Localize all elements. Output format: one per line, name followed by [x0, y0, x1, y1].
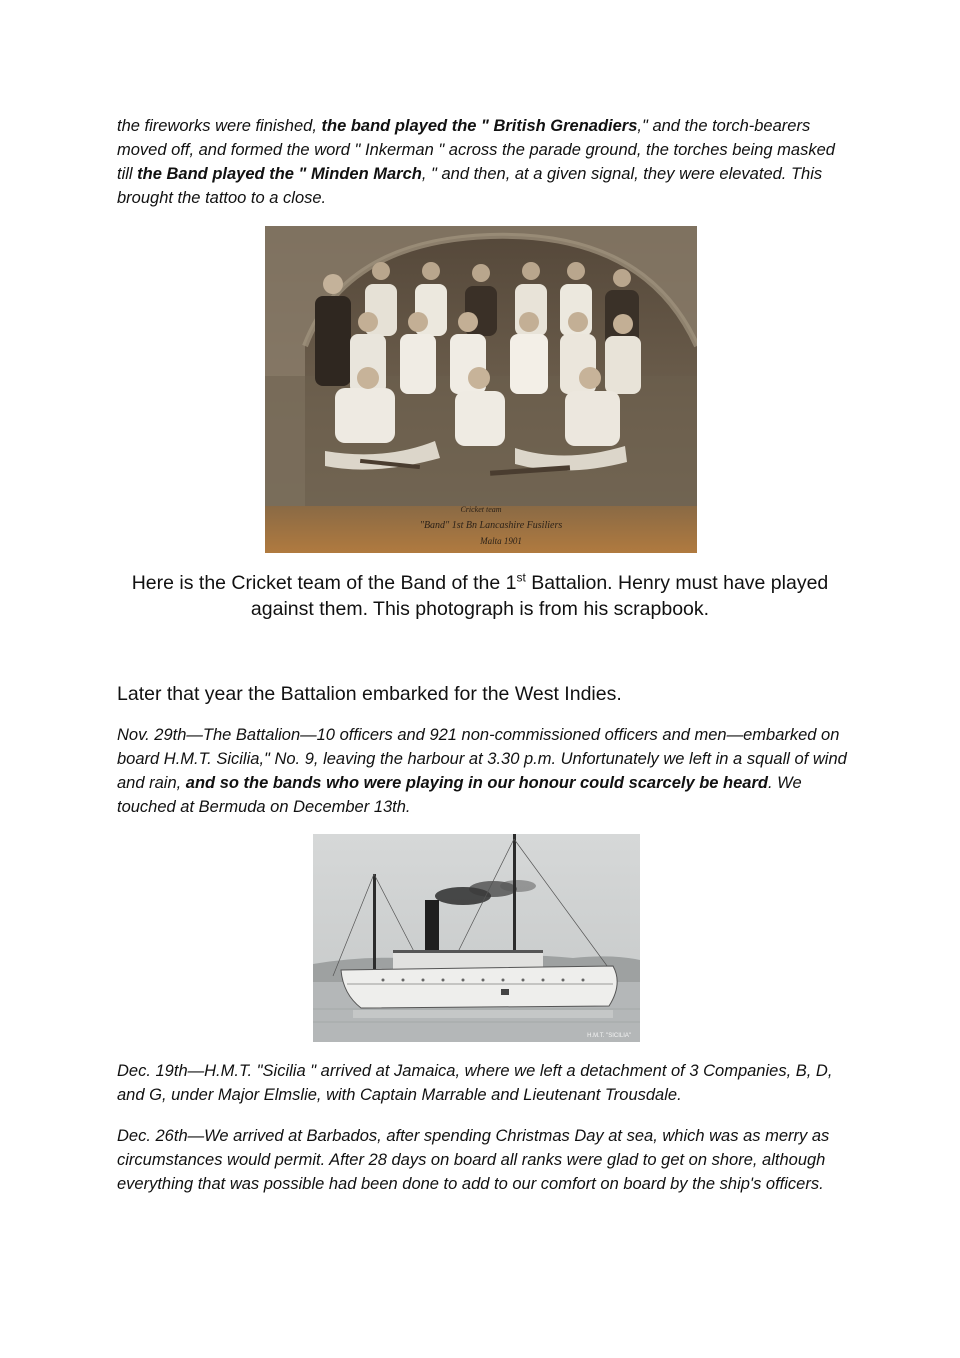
paragraph-west-indies: Later that year the Battalion embarked for the West Indies. — [117, 683, 622, 705]
inscription-line-2: "Band" 1st Bn Lancashire Fusiliers — [419, 520, 563, 531]
paragraph-embarkation — [117, 723, 847, 819]
p1-bold-2: the Band played the " Minden March — [137, 165, 422, 183]
p1-text-1: the fireworks were finished, — [117, 117, 322, 135]
paragraph-jamaica: Dec. 19th—H.M.T. "Sicilia " arrived at Jamaica, where we left a detachment of 3 Companies, B, D, and G, under Major Elmslie, with Captain Marrable and Lieutenant Trousdale. — [117, 1062, 833, 1104]
paragraph-barbados: Dec. 26th—We arrived at Barbados, after spending Christmas Day at sea, which was as merry as circumstances would permit. After 28 days on board all ranks were glad to get on shore, although everything that was possible had been done to add to our comfort on board by the ship's officers. — [117, 1127, 830, 1193]
caption-text-2: Battalion. Henry must have played against them. This photograph is from his scrapbook. — [250, 572, 829, 620]
cricket-team-photo — [265, 226, 697, 553]
inscription-line-1: Cricket team — [460, 505, 502, 514]
p3-bold-1: and so the bands who were playing in our honour could scarcely be heard — [185, 774, 768, 792]
ship-image — [313, 834, 640, 1042]
paragraph-tattoo — [117, 114, 847, 210]
p1-text-2: ," and the torch-bearers moved off, and formed the word " Inkerman " across the parade ground, the torches being masked till — [117, 117, 835, 183]
inscription-line-3: Malta 1901 — [480, 536, 522, 546]
p1-text-3: , " and then, at a given signal, they were elevated. This brought the tattoo to a close. — [117, 165, 823, 207]
caption-superscript: st — [516, 570, 526, 585]
p3-text-2: . We touched at Bermuda on December 13th. — [117, 774, 802, 816]
p3-text-1: Nov. 29th—The Battalion—10 officers and 921 non-commissioned officers and men—embarked on board H.M.T. Sicilia," No. 9, leaving the harbour at 3.30 p.m. Unfortunately we left in a squall of wind and rain, — [117, 726, 847, 792]
cricket-team-image — [265, 226, 697, 553]
photo-caption — [120, 570, 840, 622]
ship-inscription: H.M.T. "SICILIA" — [587, 1033, 631, 1039]
p1-bold-1: the band played the " British Grenadiers — [321, 117, 638, 135]
caption-text-1: Here is the Cricket team of the Band of the 1 — [131, 572, 517, 594]
ship-photo — [313, 834, 640, 1042]
